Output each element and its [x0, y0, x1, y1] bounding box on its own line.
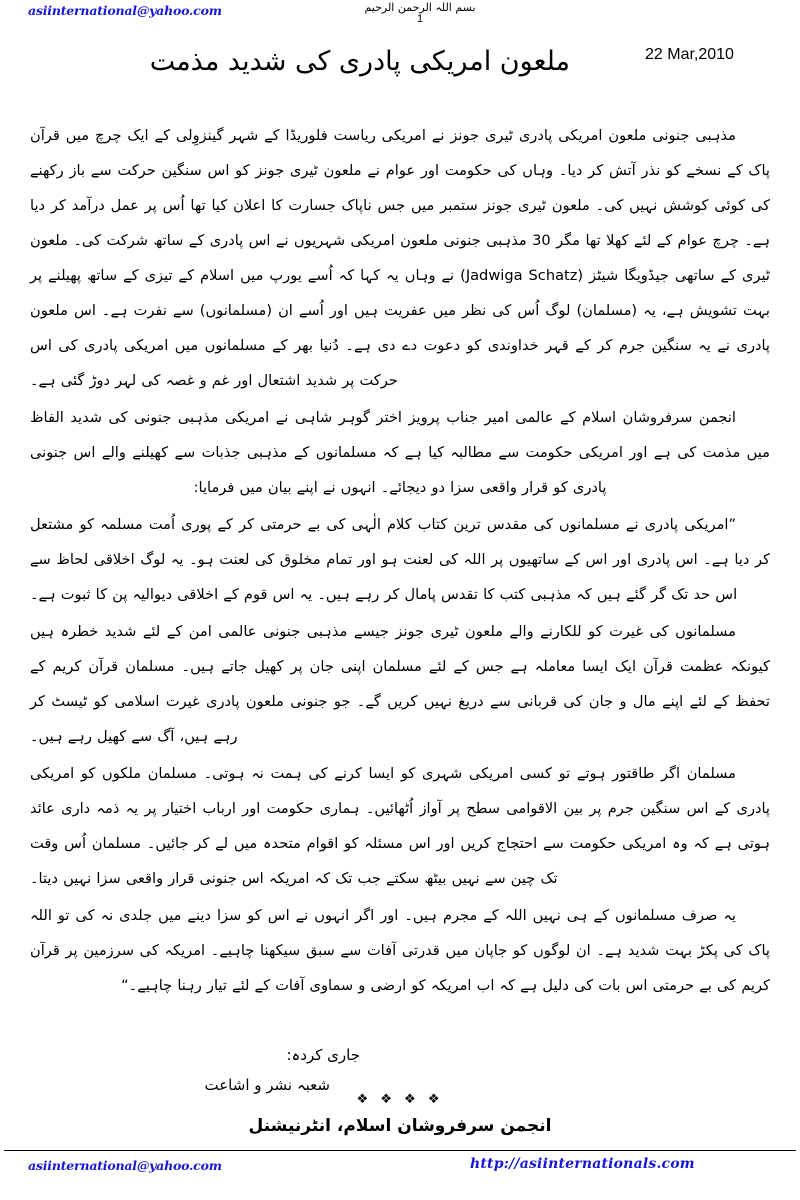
page-number: 1	[416, 13, 424, 25]
paragraph: ”امریکی پادری نے مسلمانوں کی مقدس ترین کتاب کلام الٰہی کی بے حرمتی کر کے پوری اُمت مسلمہ کو مشتعل کر دیا ہے۔ اس پادری اور اس کے ساتھیوں پر اللہ کی لعنت ہو اور تمام مخلوق کی لعنت ہو۔ یہ لوگ اخلاقی لحاظ سے اس حد تک گر گئے ہیں کہ مذہبی کتب کا تقدس پامال کر رہے ہیں۔ یہ اس قوم کے اخلاقی دیوالیہ پن کا ثبوت ہے۔	[30, 516, 770, 603]
signature-block	[30, 1040, 770, 1100]
paragraph: مذہبی جنونی ملعون امریکی پادری ٹیری جونز نے امریکی ریاست فلوریڈا کے شہر گینزوِلی کے ایک چرچ میں قرآن پاک کے نسخے کو نذر آتش کر دیا۔ وہاں کی حکومت اور عوام نے ملعون ٹیری جونز کو اس سنگین حرکت سے باز رکھنے کی کوئی کوشش نہیں کی۔ ملعون ٹیری جونز ستمبر میں جس ناپاک جسارت کا اعلان کیا تھا اُس پر عمل درآمد کر دیا ہے۔ چرچ عوام کے لئے کھلا تھا مگر 30 مذہبی جنونی ملعون امریکی شہریوں نے اس پادری کے ساتھ شرکت کی۔ ملعون ٹیری کے ساتھی جیڈویگا شیٹز (Jadwiga Schatz) نے وہاں یہ کہا کہ اُسے یورپ میں اسلام کے تیزی کے ساتھ پھیلنے پر بہت تشویش ہے، یہ (مسلمان) لوگ اُس کی نظر میں عفریت ہیں اور اُسے ان (مسلمانوں) سے نفرت ہے۔ اس ملعون پادری نے یہ سنگین جرم کر کے قہر خداوندی کو دعوت دے دی ہے۔ دُنیا بھر کے مسلمانوں میں امریکی پادری کی اس حرکت پر شدید اشتعال اور غم و غصہ کی لہر دوڑ گئی ہے۔	[30, 127, 770, 389]
issued-by-label: جاری کردہ:	[286, 1046, 360, 1064]
paragraph: مسلمانوں کی غیرت کو للکارنے والے ملعون ٹیری جونز جیسے مذہبی جنونی عالمی امن کے لئے شدید خطرہ ہیں کیونکہ عظمت قرآن ایک ایسا معاملہ ہے جس کے لئے مسلمان اپنی جان پر کھیل جاتے ہیں۔ مسلمان قرآن کریم کے تحفظ کے لئے اپنے مال و جان کی قربانی سے دریغ نہیں کریں گے۔ جو جنونی ملعون پادری غیرت اسلامی کو ٹیسٹ کر رہے ہیں، آگ سے کھیل رہے ہیں۔	[30, 623, 770, 745]
bismillah-block	[330, 0, 510, 25]
diamond-ornament-icon: ❖ ❖ ❖ ❖	[356, 1092, 444, 1107]
document-date: 22 Mar,2010	[645, 46, 734, 63]
footer-website-link[interactable]: http://asiinternationals.com	[470, 1156, 695, 1172]
footer-email-link[interactable]: asiinternational@yahoo.com	[28, 1158, 222, 1173]
bismillah-text: بسم اللہ الرحمن الرحیم	[364, 1, 476, 14]
title-row	[0, 38, 800, 96]
department-name: شعبہ نشر و اشاعت	[204, 1076, 330, 1094]
header-email-link[interactable]: asiinternational@yahoo.com	[28, 3, 222, 18]
paragraph: یہ صرف مسلمانوں کے ہی نہیں اللہ کے مجرم ہیں۔ اور اگر انہوں نے اس کو سزا دینے میں جلدی نہ کی تو اللہ پاک کی پکڑ بہت شدید ہے۔ ان لوگوں کو جاپان میں قدرتی آفات سے سبق سیکھنا چاہیے۔ امریکہ کی سرزمین پر قرآن کریم کی بے حرمتی اس بات کی دلیل ہے کہ اب امریکہ کو ارضی و سماوی آفات کے لئے تیار رہنا چاہیے۔“	[30, 907, 770, 994]
document-footer	[0, 1154, 800, 1184]
organization-name: انجمن سرفروشان اسلام، انٹرنیشنل	[248, 1116, 552, 1136]
paragraph: انجمن سرفروشان اسلام کے عالمی امیر جناب پرویز اختر گوہر شاہی نے امریکی مذہبی جنونی کی شدید الفاظ میں مذمت کی ہے اور امریکی حکومت سے مطالبہ کیا ہے کہ مسلمانوں کے مذہبی جذبات سے کھیلنے والے اس جنونی پادری کو قرار واقعی سزا دو دیجائے۔ انہوں نے اپنے بیان میں فرمایا:	[30, 409, 770, 496]
footer-divider	[4, 1150, 796, 1151]
document-header	[0, 0, 800, 34]
article-body	[30, 118, 770, 1005]
paragraph: مسلمان اگر طاقتور ہوتے تو کسی امریکی شہری کو ایسا کرنے کی ہمت نہ ہوتی۔ مسلمان ملکوں کو امریکی پادری کے اس سنگین جرم پر بین الاقوامی سطح پر آواز اُٹھائیں۔ ہماری حکومت اور ارباب اختیار پر یہ ذمہ داری عائد ہوتی ہے کہ وہ امریکی حکومت سے احتجاج کریں اور اس مسئلہ کو اقوام متحدہ میں لے کر جائیں۔ مسلمان اُس وقت تک چین سے نہیں بیٹھ سکتے جب تک کہ امریکہ اس جنونی قرار واقعی سزا نہیں دیتا۔	[30, 765, 770, 887]
page-title: ملعون امریکی پادری کی شدید مذمت	[149, 46, 570, 77]
